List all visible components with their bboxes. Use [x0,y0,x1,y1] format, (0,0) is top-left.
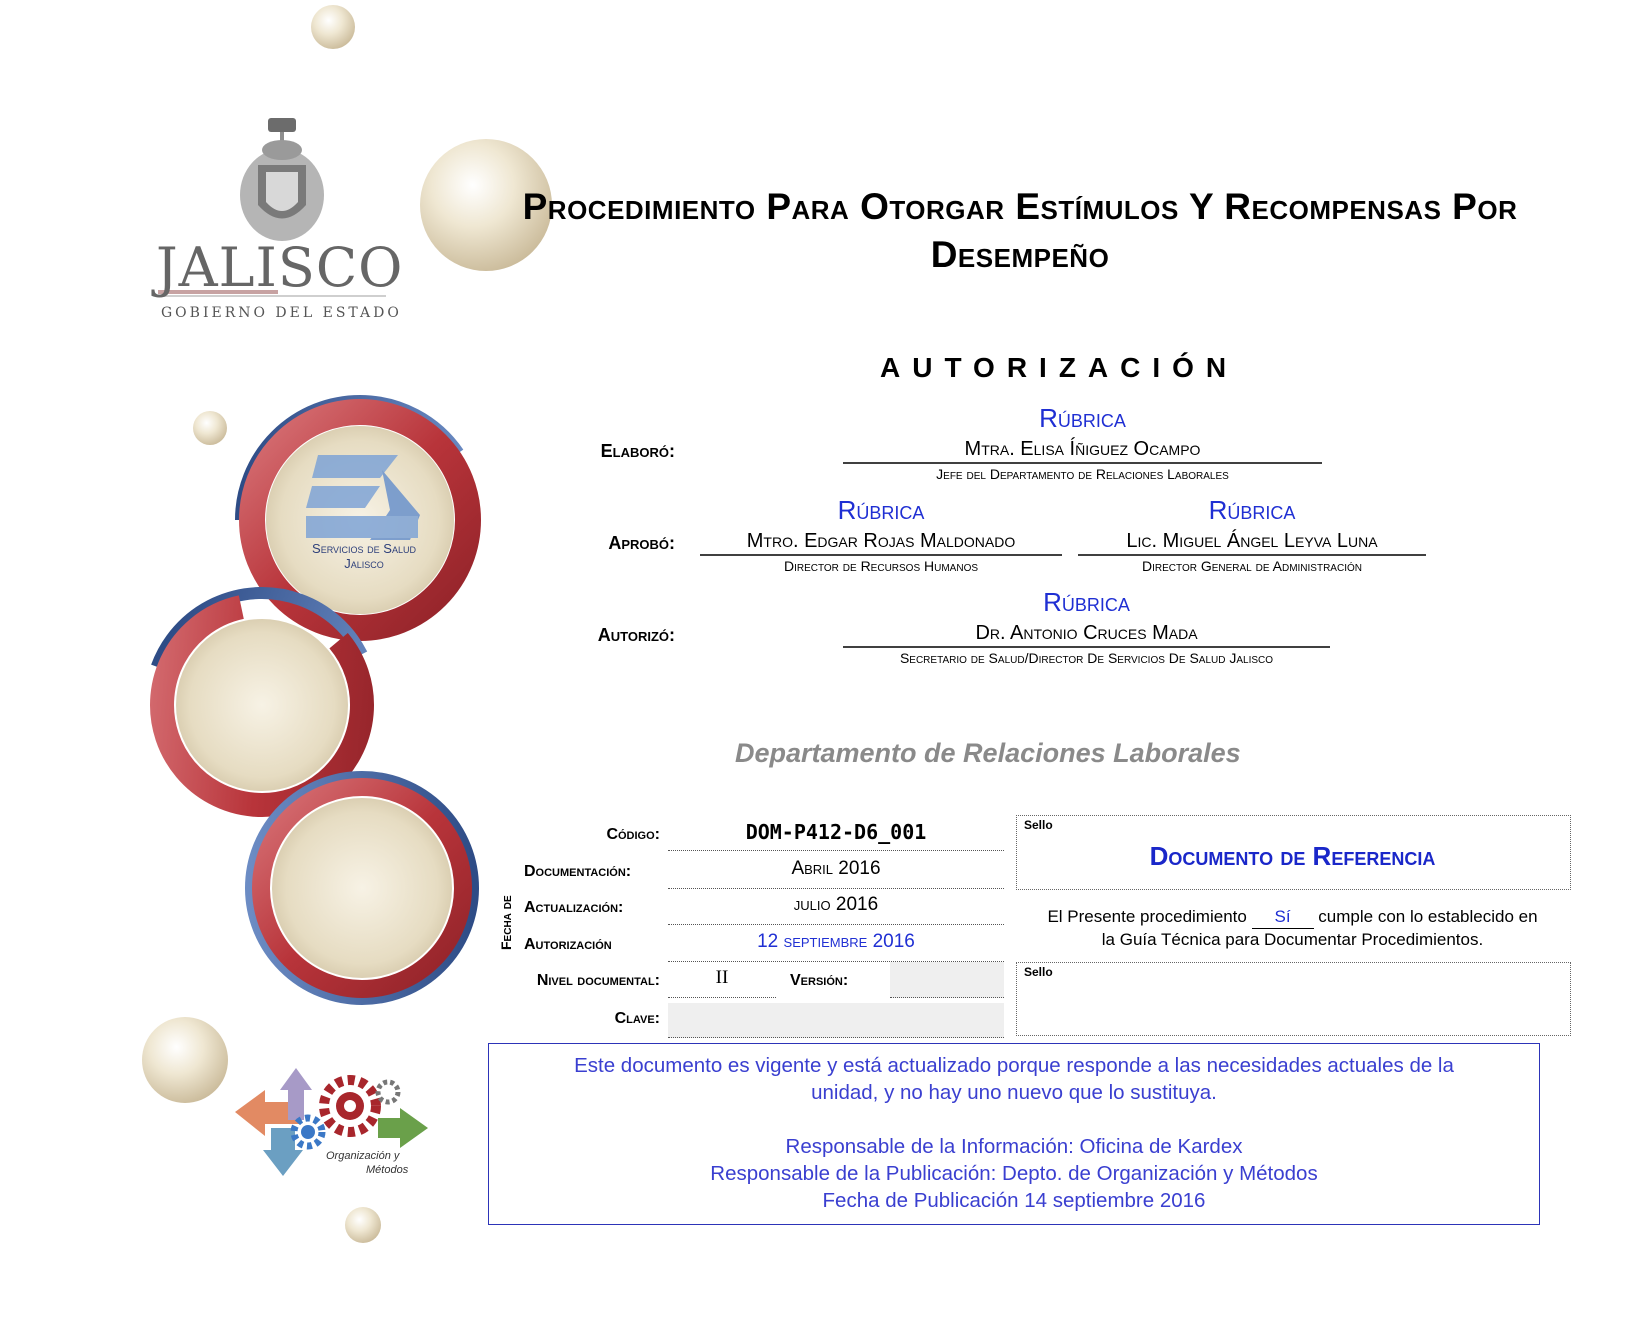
aprobo-left-rubrica: Rúbrica [837,495,925,525]
department-name: Departamento de Relaciones Laborales [735,738,1241,768]
jalisco-logo-name: JALISCO [156,236,404,299]
pearl-dot [311,5,355,49]
actualizacion-label: Actualización: [524,899,624,916]
elaboro-role: Jefe del Departamento de Relaciones Laborales [936,466,1229,482]
reference-text-line2: la Guía Técnica para Documentar Procedimientos. [1101,930,1484,949]
sello-label-bottom: Sello [1024,965,1053,979]
documentacion-label: Documentación: [524,863,632,880]
aprobo-label: Aprobó: [608,533,675,553]
actualizacion-value: julio 2016 [668,894,1004,925]
aprobo-right-name: Lic. Miguel Ángel Leyva Luna [1126,530,1378,552]
sello-label-top: Sello [1024,818,1053,832]
autorizacion-value: 12 septiembre 2016 [668,931,1004,962]
reference-text-before: El Presente procedimiento [1047,907,1247,926]
om-logo-line1: Organización y [326,1150,400,1162]
document-title-line2: Desempeño [930,234,1110,275]
jalisco-coat-of-arms-icon [240,118,324,241]
autorizo-role: Secretario de Salud/Director De Servicios De Salud Jalisco [899,650,1274,666]
autorizo-rubrica: Rúbrica [1043,587,1130,617]
vigente-notice [488,1043,1540,1225]
pearl-dot [193,411,227,445]
documentacion-value: Abril 2016 [668,858,1004,889]
sello-box-bottom [1016,962,1571,1036]
elaboro-rubrica: Rúbrica [1039,403,1126,433]
ssj-logo-line1: Servicios de Salud [312,541,416,556]
clave-value [668,1003,1004,1038]
aprobo-right-rubrica: Rúbrica [1208,495,1296,525]
reference-title: Documento de Referencia [1149,841,1436,871]
jalisco-logo-subtitle: GOBIERNO DEL ESTADO [161,305,402,321]
clave-label: Clave: [614,1010,660,1027]
vigente-line5: Fecha de Publicación 14 septiembre 2016 [822,1189,1206,1212]
pearl-dot [345,1207,381,1243]
authorization-heading: AUTORIZACIÓN [880,352,1239,383]
reference-answer-value: Sí [1274,907,1291,926]
aprobo-left-role: Director de Recursos Humanos [783,558,979,574]
aprobo-left-name: Mtro. Edgar Rojas Maldonado [746,530,1016,552]
fecha-de-label: Fecha de [498,895,514,950]
version-label: Versión: [790,972,849,989]
document-title [420,183,1620,279]
elaboro-name: Mtra. Elisa Íñiguez Ocampo [964,438,1201,460]
vigente-line3: Responsable de la Información: Oficina de Kardex [785,1135,1243,1158]
document-title-line1: Procedimiento Para Otorgar Estímulos Y Recompensas Por [522,186,1518,227]
elaboro-label: Elaboró: [600,441,675,461]
reference-answer [1252,906,1314,929]
aprobo-right-role: Director General de Administración [1142,558,1362,574]
autorizo-label: Autorizó: [597,625,675,645]
reference-statement [1016,906,1569,951]
om-logo-line2: Métodos [366,1164,409,1176]
vigente-line4: Responsable de la Publicación: Depto. de Organización y Métodos [710,1162,1318,1185]
version-value [890,962,1004,998]
autorizacion-label: Autorización [524,936,612,953]
codigo-value: DOM-P412-D6_001 [668,820,1004,851]
nivel-documental-label: Nivel documental: [536,972,660,989]
vigente-line2: unidad, y no hay uno nuevo que lo sustituya. [811,1081,1217,1104]
vigente-line1: Este documento es vigente y está actualizado porque responde a las necesidades actuales de la [574,1054,1454,1077]
ssj-logo-line2: Jalisco [344,556,384,571]
reference-text-after: cumple con lo establecido en [1318,907,1538,926]
nivel-documental-value: II [668,967,776,998]
pearl-dot [142,1017,228,1103]
codigo-label: Código: [606,826,660,843]
autorizo-name: Dr. Antonio Cruces Mada [975,622,1198,644]
